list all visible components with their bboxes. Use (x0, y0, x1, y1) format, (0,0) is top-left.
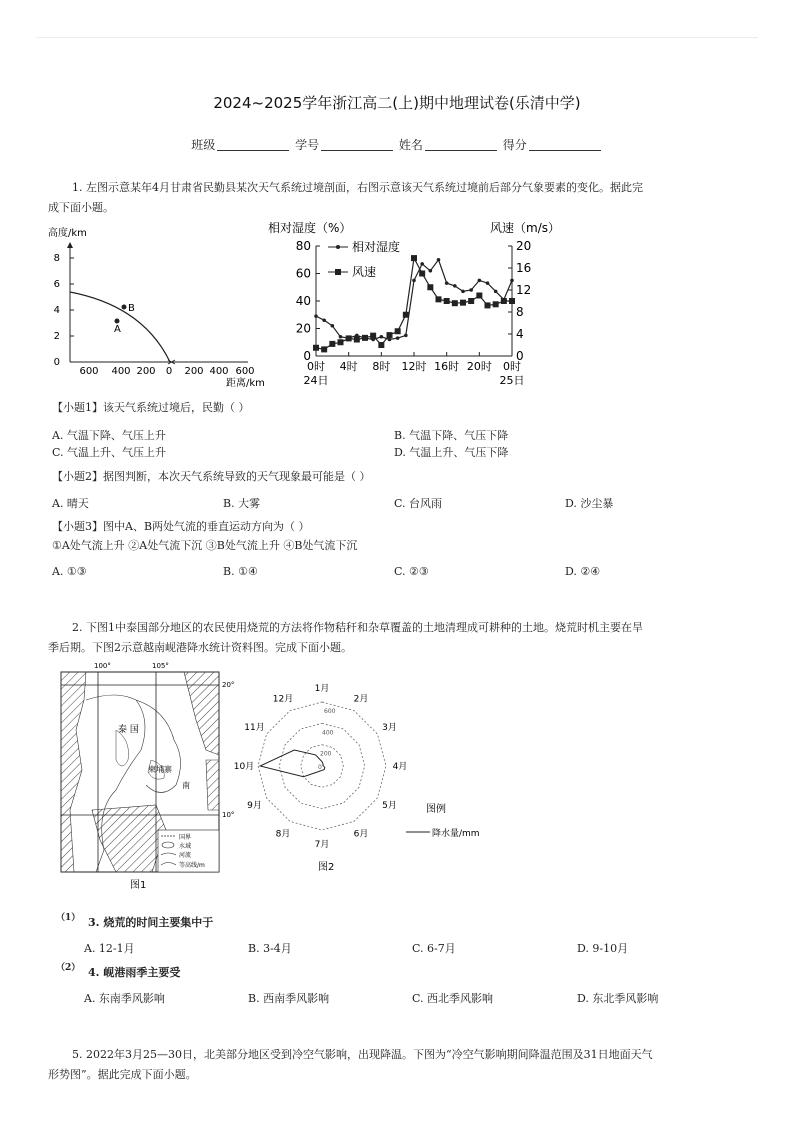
radar-ring-label: 0 (318, 764, 322, 771)
windspeed-point (387, 332, 393, 338)
q2-sub3-number: （1） (56, 913, 81, 923)
weather-legend (328, 239, 400, 279)
class-label: 班级 (191, 138, 216, 152)
windspeed-point (452, 300, 458, 306)
q1-sub1-option-b[interactable]: B. 气温下降、气压下降 (394, 429, 509, 442)
q2-sub4-option-b[interactable]: B. 西南季风影响 (248, 992, 330, 1005)
map-legend-river: 河流 (179, 852, 192, 859)
profile-xlabel: 距离/km (226, 378, 265, 389)
radar-month-label: 8月 (275, 829, 291, 840)
windspeed-point (427, 284, 433, 290)
radar-ring-label: 200 (320, 750, 332, 758)
weather-ytick-right: 20 (516, 239, 532, 253)
humidity-point (380, 335, 384, 339)
profile-xtick: 400 (209, 366, 229, 377)
score-blank[interactable] (529, 150, 601, 151)
page-title: 2024~2025学年浙江高二(上)期中地理试卷(乐清中学) (213, 94, 581, 112)
q1-stem-line1: 1. 左图示意某年4月甘肃省民勤县某次天气系统过境剖面，右图示意该天气系统过境前后部分气象要素的变化。据此完 (72, 181, 643, 194)
windspeed-point (329, 341, 335, 347)
humidity-point (339, 335, 343, 339)
q2-sub3-option-c[interactable]: C. 6-7月 (412, 942, 456, 955)
profile-xtick: 400 (111, 366, 131, 377)
windspeed-point (468, 298, 474, 304)
profile-xtick: 0 (165, 366, 173, 377)
windspeed-point (338, 339, 344, 345)
windspeed-point (501, 298, 507, 304)
windspeed-point (321, 346, 327, 352)
weather-ytick-left: 60 (295, 266, 311, 281)
radar-month-label: 2月 (353, 694, 369, 705)
q1-sub3-statement: ①A处气流上升 ②A处气流下沉 ③B处气流上升 ④B处气流下沉 (52, 539, 358, 552)
humidity-point (404, 334, 408, 338)
windspeed-point (354, 337, 360, 343)
q5-stem (48, 1045, 762, 1085)
q1-sub2-option-c[interactable]: C. 台风雨 (394, 497, 443, 510)
humidity-point (420, 262, 424, 266)
radar-month-label: 9月 (247, 801, 262, 811)
radar-month-label: 11月 (244, 723, 265, 733)
windspeed-point (476, 293, 482, 299)
radar-month-label: 7月 (314, 840, 330, 850)
q5-stem-line1: 5. 2022年3月25—30日，北美部分地区受到冷空气影响，出现降温。下图为“冷空气影响期间降温范围及31日地面天气 (72, 1048, 653, 1061)
radar-month-label: 6月 (353, 829, 369, 840)
weather-elements-chart (262, 216, 562, 392)
q2-sub4-option-d[interactable]: D. 东北季风影响 (577, 992, 659, 1005)
radar-month-label: 4月 (392, 762, 408, 772)
humidity-point (437, 258, 441, 262)
weather-ylabel-right: 风速（m/s） (490, 221, 560, 235)
class-blank[interactable] (217, 150, 289, 151)
profile-ytick: 0 (53, 357, 60, 368)
radar-legend-label: 降水量/mm (432, 829, 480, 839)
windspeed-point (485, 302, 491, 308)
profile-xtick: 600 (79, 366, 99, 377)
name-label: 姓名 (398, 138, 423, 152)
q1-sub3: 【小题3】图中A、B两处气流的垂直运动方向为（ ） (52, 520, 310, 533)
humidity-point (486, 281, 490, 285)
map-lon-100: 100° (94, 662, 111, 670)
radar-caption: 图2 (318, 862, 335, 873)
point-a (115, 319, 120, 324)
windspeed-point (378, 342, 384, 348)
windspeed-point (509, 298, 515, 304)
radar-month-label: 5月 (382, 801, 397, 811)
windspeed-point (370, 333, 376, 339)
q1-sub2-option-a[interactable]: A. 晴天 (52, 497, 89, 510)
weather-ytick-right: 4 (516, 327, 524, 341)
profile-xtick: 200 (136, 366, 156, 377)
humidity-point (461, 290, 465, 294)
windspeed-point (395, 328, 401, 334)
humidity-point (412, 279, 416, 283)
windspeed-point (411, 255, 417, 261)
map-legend-border: 国界 (179, 834, 192, 841)
weather-xdate-end: 25日 (499, 374, 525, 387)
map-lon-105: 105° (152, 662, 169, 670)
weather-xtick: 8时 (372, 360, 391, 373)
q1-sub1-option-a[interactable]: A. 气温下降、气压上升 (52, 429, 166, 442)
q2-stem-line2: 季后期。下图2示意越南岘港降水统计资料图。完成下面小题。 (48, 641, 352, 654)
radar-ring (258, 702, 386, 830)
humidity-point (429, 269, 433, 273)
radar-ring-label: 600 (324, 708, 336, 715)
humidity-point (510, 279, 514, 283)
windspeed-point (346, 335, 352, 341)
humidity-point (469, 288, 473, 292)
danang-rainfall-radar (233, 672, 496, 882)
id-label: 学号 (295, 138, 320, 152)
humidity-point (331, 324, 335, 328)
point-b-label: B (128, 303, 135, 314)
profile-ytick: 4 (53, 305, 60, 316)
q2-sub4-option-c[interactable]: C. 西北季风影响 (412, 992, 494, 1005)
q2-sub4-number: （2） (56, 963, 81, 973)
q1-sub3-option-c[interactable]: C. ②③ (394, 565, 429, 578)
profile-y-arrow (67, 242, 73, 248)
q2-sub4-stem: 4. 岘港雨季主要受 (88, 966, 181, 979)
q2-sub3-option-d[interactable]: D. 9-10月 (577, 942, 629, 955)
humidity-point (322, 318, 326, 322)
weather-xtick: 0时 (307, 360, 325, 373)
weather-xtick: 12时 (401, 360, 427, 373)
top-divider (36, 37, 758, 38)
front-profile-chart (48, 224, 278, 390)
weather-ytick-left: 80 (295, 239, 311, 253)
map-label-cambodia: 柬埔寨 (148, 765, 172, 774)
radar-legend-title: 图例 (426, 804, 446, 815)
windspeed-point (313, 345, 319, 351)
windspeed-point (403, 312, 409, 318)
q2-stem-line1: 2. 下图1中泰国部分地区的农民使用烧荒的方法将作物秸秆和杂草覆盖的土地清理成可耕种的土地。烧荒时机主要在旱 (72, 621, 643, 634)
map-label-nan: 南 (182, 781, 190, 790)
profile-ytick: 2 (53, 331, 60, 342)
humidity-point (494, 290, 498, 294)
windspeed-point (444, 298, 450, 304)
q1-sub1-option-c[interactable]: C. 气温上升、气压上升 (52, 446, 167, 459)
humidity-point (453, 284, 457, 288)
windspeed-point (419, 271, 425, 277)
weather-ytick-right: 12 (516, 283, 532, 297)
profile-ytick: 8 (53, 253, 60, 264)
legend-windspeed: 风速 (352, 265, 377, 279)
q1-sub1-option-d[interactable]: D. 气温上升、气压下降 (394, 446, 509, 459)
humidity-point (314, 314, 318, 318)
student-info-line (0, 136, 794, 153)
weather-ytick-left: 0 (303, 349, 311, 363)
radar-month-label: 10月 (233, 762, 255, 772)
radar-month-label: 3月 (382, 723, 397, 733)
profile-ytick: 6 (53, 279, 60, 290)
weather-ylabel-left: 相对湿度（%） (268, 221, 352, 235)
weather-ytick-left: 20 (295, 321, 311, 336)
point-b (122, 305, 127, 310)
q1-sub1: 【小题1】该天气系统过境后，民勤（ ） (52, 401, 250, 414)
map-legend-water: 水域 (179, 843, 192, 850)
map-caption: 图1 (130, 880, 147, 891)
q1-sub3-option-b[interactable]: B. ①④ (223, 565, 258, 578)
q2-sub3-option-a[interactable]: A. 12-1月 (84, 942, 135, 955)
weather-ytick-right: 0 (516, 349, 524, 363)
humidity-point (396, 336, 400, 340)
profile-xtick: 600 (235, 366, 255, 377)
weather-xtick: 4时 (339, 360, 358, 373)
humidity-point (445, 281, 449, 285)
map-label-thailand: 泰 国 (118, 725, 139, 735)
q1-sub2-option-b[interactable]: B. 大雾 (223, 497, 261, 510)
q1-sub2-option-d[interactable]: D. 沙尘暴 (565, 497, 614, 510)
windspeed-point (493, 301, 499, 307)
score-label: 得分 (502, 138, 527, 152)
weather-xtick: 16时 (434, 360, 460, 373)
map-legend-contour: 等高线/m (179, 862, 205, 869)
humidity-point (388, 338, 392, 342)
q1-stem-line2: 成下面小题。 (48, 201, 114, 214)
radar-month-label: 1月 (314, 684, 330, 694)
profile-xtick: 200 (184, 366, 204, 377)
windspeed-point (460, 300, 466, 306)
q2-sub4-option-a[interactable]: A. 东南季风影响 (84, 992, 165, 1005)
map-lat-10: 10° (222, 811, 235, 819)
q2-sub3-option-b[interactable]: B. 3-4月 (248, 942, 292, 955)
id-blank[interactable] (321, 150, 393, 151)
legend-humidity: 相对湿度 (352, 240, 401, 254)
rainfall-polygon (260, 750, 325, 777)
point-a-label: A (114, 324, 121, 335)
weather-ytick-right: 8 (516, 305, 524, 319)
weather-ytick-right: 16 (516, 261, 532, 275)
name-blank[interactable] (425, 150, 497, 151)
weather-ytick-left: 40 (295, 294, 311, 308)
weather-xdate-start: 24日 (303, 374, 329, 387)
map-lat-20: 20° (222, 681, 235, 689)
weather-xtick: 20时 (466, 360, 492, 373)
windspeed-point (436, 296, 442, 302)
q5-stem-line2: 形势图”。据此完成下面小题。 (48, 1068, 197, 1081)
q1-sub2: 【小题2】据图判断，本次天气系统导致的天气现象最可能是（ ） (52, 470, 371, 483)
q1-sub3-option-d[interactable]: D. ②④ (565, 565, 601, 578)
q2-stem (48, 618, 762, 658)
radar-month-label: 12月 (272, 694, 294, 705)
humidity-point (478, 279, 482, 283)
q1-stem (48, 178, 752, 218)
q2-sub3-stem: 3. 烧荒的时间主要集中于 (88, 916, 214, 929)
windspeed-point (362, 335, 368, 341)
thailand-map (56, 660, 238, 892)
profile-ylabel: 高度/km (48, 228, 87, 239)
q1-sub3-option-a[interactable]: A. ①③ (52, 565, 87, 578)
radar-ring-label: 400 (322, 729, 334, 737)
weather-xtick: 0时 (503, 360, 521, 373)
